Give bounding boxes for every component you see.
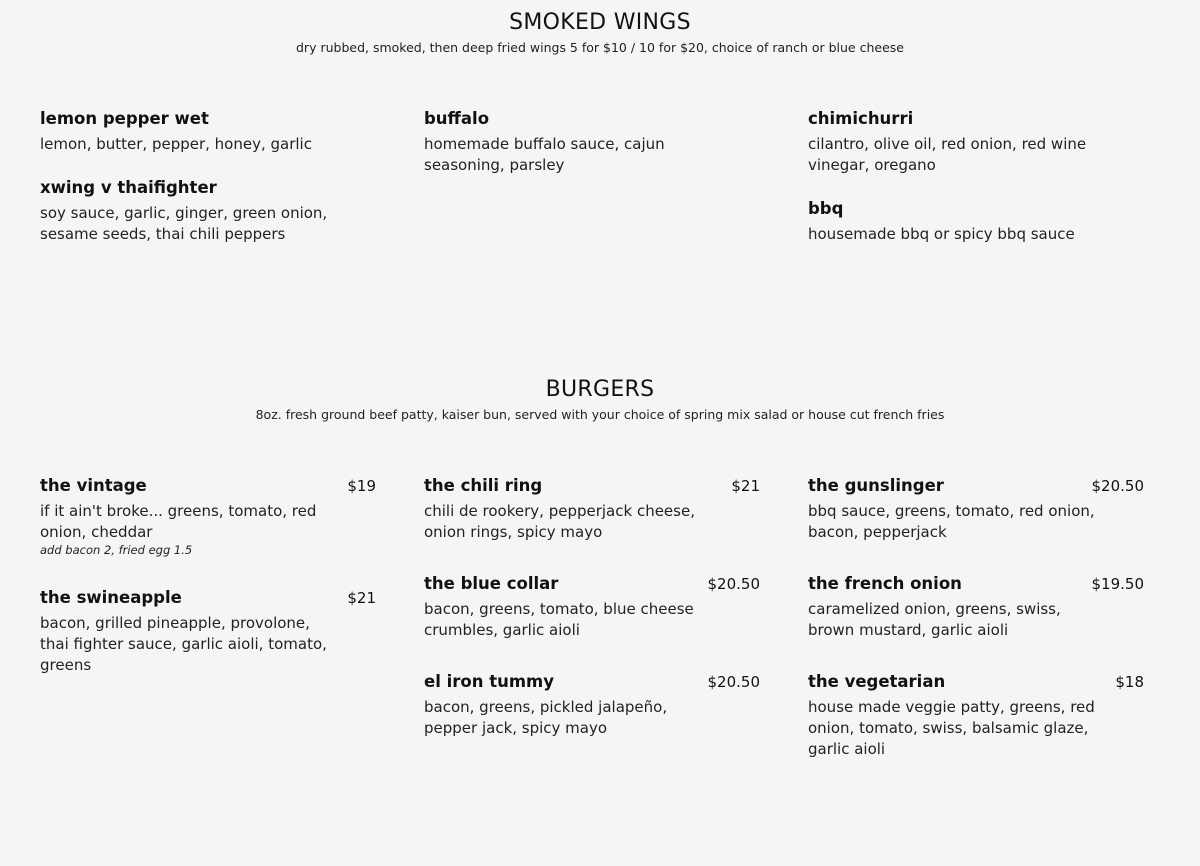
item-name: the swineapple <box>40 588 182 607</box>
menu-item <box>40 475 376 557</box>
menu-item <box>808 198 1144 245</box>
item-name: chimichurri <box>808 109 914 128</box>
wings-column-2 <box>424 108 760 192</box>
item-name: the vegetarian <box>808 672 946 691</box>
item-name: the french onion <box>808 574 962 593</box>
wings-column-3 <box>808 108 1144 261</box>
item-price: $21 <box>731 477 760 495</box>
item-description: bbq sauce, greens, tomato, red onion, bacon, pepperjack <box>808 502 1095 541</box>
burgers-header <box>0 377 1200 423</box>
item-price: $20.50 <box>707 673 760 691</box>
item-description: bacon, greens, pickled jalapeño, pepper jack, spicy mayo <box>424 698 668 737</box>
menu-item <box>40 177 376 245</box>
item-name: lemon pepper wet <box>40 109 209 128</box>
menu-item <box>40 108 376 155</box>
wings-title: SMOKED WINGS <box>509 10 691 35</box>
item-addon-note: add bacon 2, fried egg 1.5 <box>40 543 193 557</box>
item-name: the blue collar <box>424 574 559 593</box>
item-description: chili de rookery, pepperjack cheese, onion rings, spicy mayo <box>424 502 695 541</box>
item-description: if it ain't broke... greens, tomato, red onion, cheddar <box>40 502 317 541</box>
menu-item <box>424 573 760 641</box>
item-name: bbq <box>808 199 844 218</box>
menu-item <box>808 573 1144 641</box>
item-name: the chili ring <box>424 476 543 495</box>
menu-item <box>424 671 760 739</box>
item-description: cilantro, olive oil, red onion, red wine vinegar, oregano <box>808 135 1087 174</box>
burgers-title: BURGERS <box>545 377 655 402</box>
item-price: $18 <box>1115 673 1144 691</box>
item-name: the vintage <box>40 476 147 495</box>
item-price: $20.50 <box>1091 477 1144 495</box>
menu-item <box>424 108 760 176</box>
wings-section <box>0 10 1200 243</box>
item-description: lemon, butter, pepper, honey, garlic <box>40 135 312 153</box>
wings-subtitle: dry rubbed, smoked, then deep fried wings 5 for $10 / 10 for $20, choice of ranch or blue cheese <box>296 40 904 55</box>
menu-item <box>808 475 1144 543</box>
item-description: housemade bbq or spicy bbq sauce <box>808 225 1075 243</box>
item-name: el iron tummy <box>424 672 554 691</box>
item-price: $19 <box>347 477 376 495</box>
wings-column-1 <box>40 108 376 261</box>
item-description: house made veggie patty, greens, red onion, tomato, swiss, balsamic glaze, garlic aioli <box>808 698 1095 758</box>
menu-item <box>808 108 1144 176</box>
wings-header <box>0 10 1200 56</box>
burgers-section <box>0 377 1200 758</box>
burgers-column-3 <box>808 475 1144 776</box>
item-price: $19.50 <box>1091 575 1144 593</box>
menu-item <box>40 587 376 676</box>
item-name: the gunslinger <box>808 476 944 495</box>
item-price: $20.50 <box>707 575 760 593</box>
item-description: homemade buffalo sauce, cajun seasoning, parsley <box>424 135 665 174</box>
burgers-column-2 <box>424 475 760 755</box>
item-price: $21 <box>347 589 376 607</box>
burgers-subtitle: 8oz. fresh ground beef patty, kaiser bun, served with your choice of spring mix salad or house cut french fries <box>255 407 945 422</box>
item-name: xwing v thaifighter <box>40 178 217 197</box>
menu-item <box>808 671 1144 760</box>
menu-item <box>424 475 760 543</box>
item-description: caramelized onion, greens, swiss, brown mustard, garlic aioli <box>808 600 1061 639</box>
item-name: buffalo <box>424 109 490 128</box>
item-description: bacon, greens, tomato, blue cheese crumbles, garlic aioli <box>424 600 694 639</box>
item-description: bacon, grilled pineapple, provolone, thai fighter sauce, garlic aioli, tomato, greens <box>40 614 327 674</box>
burgers-column-1 <box>40 475 376 692</box>
item-description: soy sauce, garlic, ginger, green onion, sesame seeds, thai chili peppers <box>40 204 328 243</box>
